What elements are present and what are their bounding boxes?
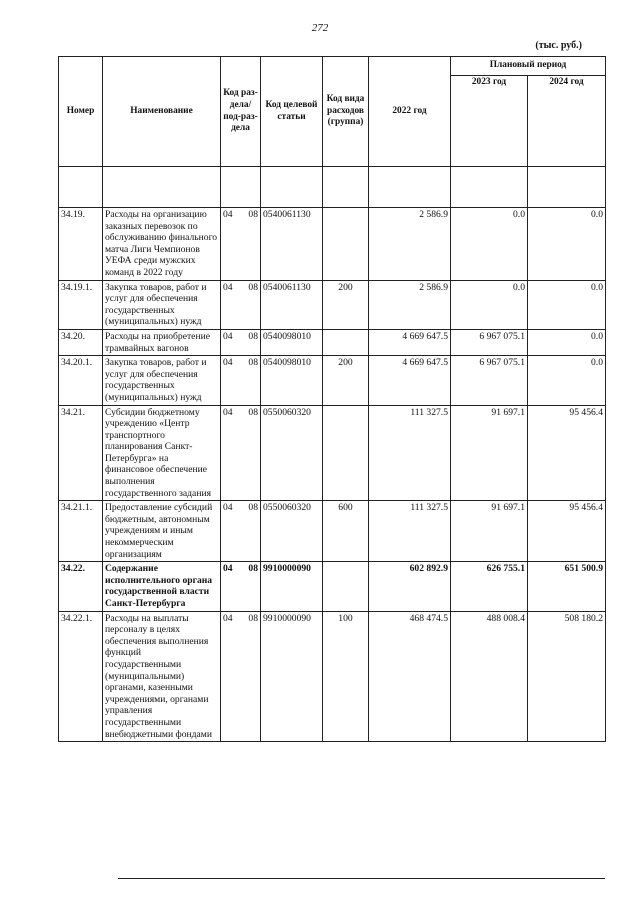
row-target-article: 0540061130 [261,208,323,281]
row-subsection: 08 [248,330,258,342]
header-year-2023: 2023 год [451,76,528,167]
row-subsection: 08 [248,209,258,220]
row-section-code [221,356,261,405]
row-target-article: 0540061130 [261,280,323,329]
header-section: Код раз-дела/ под-раз-дела [221,57,261,167]
row-target-article: 0550060320 [261,501,323,562]
table-row [59,329,606,355]
header-number: Номер [59,57,103,167]
row-amount-2023: 0.0 [451,280,528,329]
header-name: Наименование [103,57,221,167]
table-row [59,501,606,562]
row-section-code [221,405,261,501]
row-section: 04 [223,357,233,369]
table-spacer-row [59,167,606,208]
row-amount-2022: 2 586.9 [369,280,451,329]
header-year-2022: 2022 год [369,57,451,167]
row-name: Предоставление субсидий бюджетным, автономным учреждениям и иным некоммерческим организациям [103,501,221,562]
row-number: 34.22.1. [59,611,103,742]
row-section: 04 [223,209,233,220]
row-subsection: 08 [248,502,258,514]
header-plan-period: Плановый период [451,57,606,76]
row-section-code [221,611,261,742]
units-label: (тыс. руб.) [535,40,582,51]
row-subsection: 08 [248,406,258,418]
row-target-article: 9910000090 [261,611,323,742]
row-expense-type [323,208,369,281]
row-target-article: 9910000090 [261,562,323,611]
row-amount-2024: 95 456.4 [528,405,606,501]
row-expense-type: 200 [323,280,369,329]
row-amount-2024: 651 500.9 [528,562,606,611]
row-amount-2024: 508 180.2 [528,611,606,742]
row-amount-2022: 602 892.9 [369,562,451,611]
row-amount-2023: 0.0 [451,208,528,281]
row-amount-2024: 0.0 [528,280,606,329]
row-number: 34.20.1. [59,356,103,405]
row-amount-2023: 488 008.4 [451,611,528,742]
row-amount-2023: 91 697.1 [451,501,528,562]
header-year-2024: 2024 год [528,76,606,167]
row-amount-2022: 2 586.9 [369,208,451,281]
row-amount-2023: 6 967 075.1 [451,356,528,405]
row-section-code [221,562,261,611]
row-subsection: 08 [248,563,258,575]
row-section: 04 [223,612,233,624]
row-name: Субсидии бюджетному учреждению «Центр транспортного планирования Санкт-Петербурга» на финансовое обеспечение выполнения государственного задания [103,405,221,501]
row-amount-2022: 111 327.5 [369,405,451,501]
row-amount-2022: 4 669 647.5 [369,329,451,355]
row-target-article: 0550060320 [261,405,323,501]
row-number: 34.22. [59,562,103,611]
row-name: Расходы на организацию заказных перевозок по обслуживанию финального матча Лиги Чемпионов УЕФА среди мужских команд в 2022 году [103,208,221,281]
row-name: Закупка товаров, работ и услуг для обеспечения государственных (муниципальных) нужд [103,280,221,329]
row-name: Расходы на приобретение трамвайных вагонов [103,329,221,355]
row-section-code [221,329,261,355]
row-expense-type: 200 [323,356,369,405]
row-expense-type: 600 [323,501,369,562]
row-section-code [221,501,261,562]
row-name: Закупка товаров, работ и услуг для обеспечения государственных (муниципальных) нужд [103,356,221,405]
table-row [59,611,606,742]
bottom-rule [118,878,605,879]
budget-table [58,56,606,742]
row-number: 34.19.1. [59,280,103,329]
table-row [59,280,606,329]
row-target-article: 0540098010 [261,329,323,355]
table-row [59,405,606,501]
table-row [59,208,606,281]
header-expense-type: Код вида расходов (группа) [323,57,369,167]
page-number: 272 [311,22,329,34]
row-amount-2024: 0.0 [528,208,606,281]
table-row [59,356,606,405]
row-section: 04 [223,502,233,514]
row-subsection: 08 [248,612,258,624]
table-row [59,562,606,611]
row-subsection: 08 [248,281,258,293]
row-section: 04 [223,406,233,418]
row-subsection: 08 [248,357,258,369]
row-name: Расходы на выплаты персоналу в целях обеспечения выполнения функций государственными (муниципальными) органами, казенными учреждениями, органами управления государственными внебюджетными фондами [103,611,221,742]
row-section-code [221,208,261,281]
row-amount-2022: 468 474.5 [369,611,451,742]
row-section: 04 [223,281,233,293]
row-number: 34.19. [59,208,103,281]
row-section: 04 [223,563,233,575]
row-section-code [221,280,261,329]
row-expense-type [323,562,369,611]
row-section: 04 [223,330,233,342]
row-number: 34.20. [59,329,103,355]
row-amount-2023: 6 967 075.1 [451,329,528,355]
row-amount-2024: 0.0 [528,329,606,355]
row-amount-2022: 111 327.5 [369,501,451,562]
row-amount-2024: 95 456.4 [528,501,606,562]
row-target-article: 0540098010 [261,356,323,405]
row-expense-type [323,405,369,501]
row-number: 34.21. [59,405,103,501]
row-amount-2022: 4 669 647.5 [369,356,451,405]
header-target-article: Код целевой статьи [261,57,323,167]
row-number: 34.21.1. [59,501,103,562]
row-amount-2024: 0.0 [528,356,606,405]
row-amount-2023: 626 755.1 [451,562,528,611]
row-expense-type [323,329,369,355]
row-amount-2023: 91 697.1 [451,405,528,501]
table-body [59,167,606,742]
row-name: Содержание исполнительного органа государственной власти Санкт-Петербурга [103,562,221,611]
row-expense-type: 100 [323,611,369,742]
